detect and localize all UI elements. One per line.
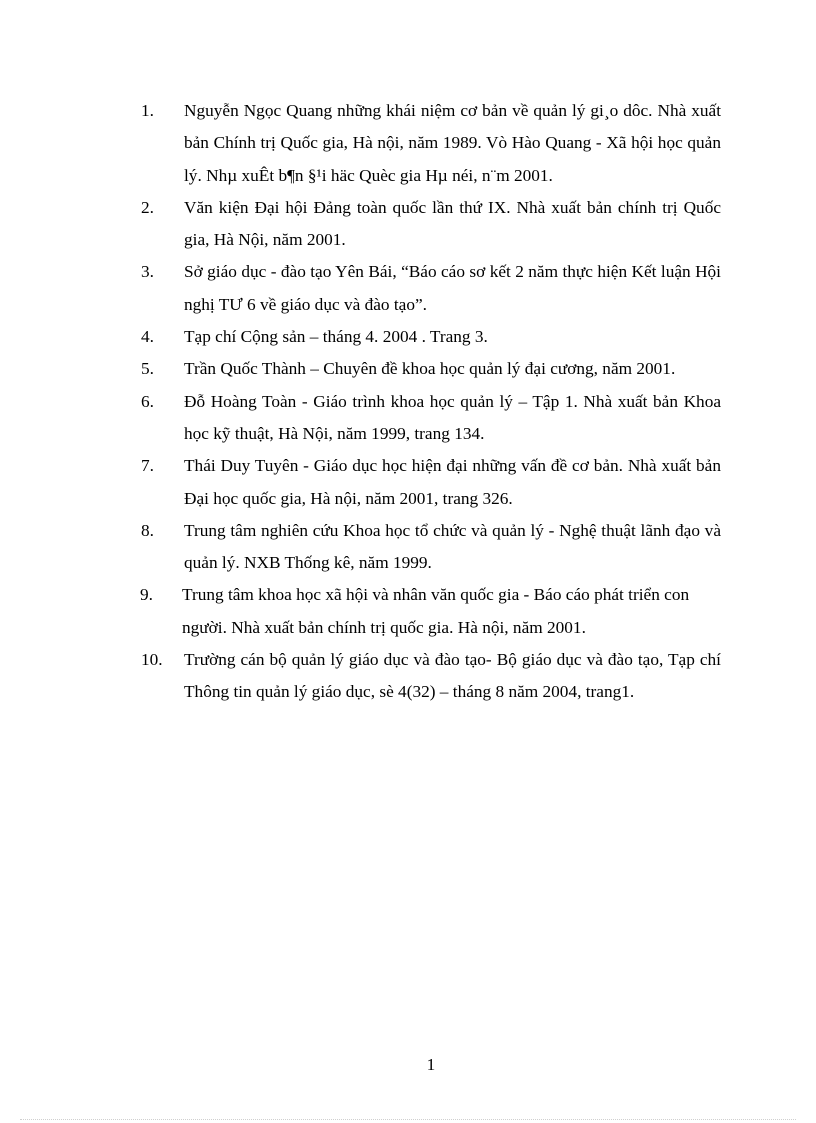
reference-item: [141, 353, 721, 385]
reference-item: [141, 644, 721, 709]
reference-text: Đỗ Hoàng Toàn - Giáo trình khoa học quản lý – Tập 1. Nhà xuất bản Khoa học kỹ thuật, Hà Nội, năm 1999, trang 134.: [184, 391, 721, 443]
reference-item: [141, 321, 721, 353]
reference-number: 10.: [141, 650, 163, 670]
reference-number: 5.: [141, 359, 154, 379]
reference-list: [141, 95, 721, 709]
reference-item: [141, 579, 721, 644]
reference-text: Trường cán bộ quản lý giáo dục và đào tạo- Bộ giáo dục và đào tạo, Tạp chí Thông tin quản lý giáo dục, sè 4(32) – tháng 8 năm 2004, trang1.: [184, 650, 721, 702]
reference-item: [141, 515, 721, 580]
page-number: 1: [426, 1055, 436, 1074]
reference-text: Trung tâm khoa học xã hội và nhân văn quốc gia - Báo cáo phát triển con người. Nhà xuất bản chính trị quốc gia. Hà nội, năm 2001.: [182, 585, 690, 637]
reference-text: Tạp chí Cộng sản – tháng 4. 2004 . Trang 3.: [184, 327, 488, 347]
reference-item: [141, 450, 721, 515]
reference-number: 6.: [141, 391, 154, 411]
reference-item: [141, 95, 721, 192]
reference-text: Trung tâm nghiên cứu Khoa học tổ chức và quản lý - Nghệ thuật lãnh đạo và quản lý. NXB Thống kê, năm 1999.: [184, 520, 721, 573]
reference-number: 3.: [141, 262, 154, 282]
page-bottom-divider: [20, 1119, 796, 1120]
reference-text: Sở giáo dục - đào tạo Yên Bái, “Báo cáo sơ kết 2 năm thực hiện Kết luận Hội nghị TƯ 6 về giáo dục và đào tạo”.: [184, 262, 721, 314]
reference-text: Thái Duy Tuyên - Giáo dục học hiện đại những vấn đề cơ bản. Nhà xuất bản Đại học quốc gia, Hà nội, năm 2001, trang 326.: [184, 456, 721, 508]
reference-number: 2.: [141, 197, 154, 217]
reference-number: 4.: [141, 327, 154, 347]
reference-number: 7.: [141, 456, 154, 476]
reference-item: [141, 256, 721, 321]
reference-number: 8.: [141, 520, 154, 540]
reference-text: Văn kiện Đại hội Đảng toàn quốc lần thứ IX. Nhà xuất bản chính trị Quốc gia, Hà Nội, năm 2001.: [184, 197, 721, 250]
reference-number: 9.: [140, 585, 153, 605]
reference-text: Nguyễn Ngọc Quang những khái niệm cơ bản về quản lý gi¸o dôc. Nhà xuất bản Chính trị Quốc gia, Hà nội, năm 1989. Vò Hào Quang - Xã hội học quản lý. Nhµ xuÊt b¶n §¹i häc Quèc gia Hµ néi, n¨m 2001.: [184, 101, 721, 185]
reference-number: 1.: [141, 101, 154, 120]
reference-item: [141, 386, 721, 451]
reference-text: Trần Quốc Thành – Chuyên đề khoa học quản lý đại cương, năm 2001.: [184, 359, 676, 379]
reference-item: [141, 192, 721, 257]
